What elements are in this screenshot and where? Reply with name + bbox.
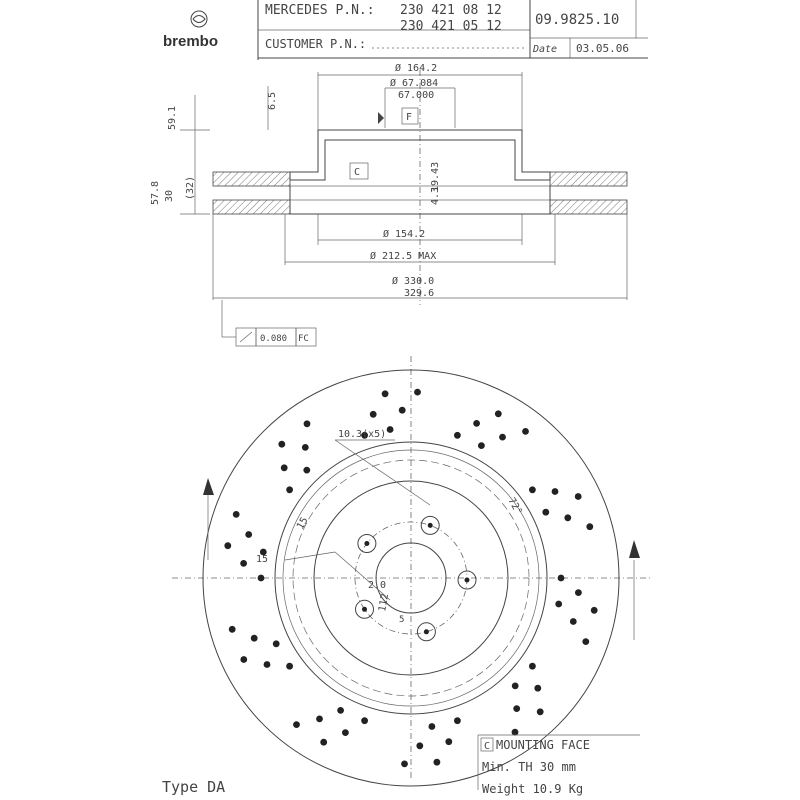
drill-hole [273, 640, 280, 647]
drill-hole [478, 442, 485, 449]
dim-r15: 15 [256, 554, 269, 565]
drill-hole [229, 626, 236, 633]
drill-hole [529, 663, 536, 670]
drill-hole [558, 575, 565, 582]
drill-hole [564, 514, 571, 521]
drill-hole [555, 601, 562, 608]
drill-hole [382, 390, 389, 397]
drill-hole [303, 467, 310, 474]
drill-hole [240, 656, 247, 663]
drill-hole [281, 464, 288, 471]
bolt-hole-center [465, 578, 470, 583]
dim-hat-height-b: 57.8 [150, 180, 161, 205]
dim-thk32: (32) [185, 175, 196, 200]
dim-d2: 2.0 [368, 580, 387, 591]
drill-hole [537, 708, 544, 715]
title-block [163, 0, 648, 60]
dim-d154: Ø 154.2 [383, 229, 426, 240]
tolerance-ref: FC [298, 334, 309, 344]
drill-hole [434, 759, 441, 766]
dim-d330b: 329.6 [404, 288, 435, 299]
drill-hole [445, 738, 452, 745]
drill-hole [454, 432, 461, 439]
drill-hole [416, 742, 423, 749]
mounting-symbol: C [484, 741, 491, 752]
drill-hole [591, 607, 598, 614]
drill-hole [512, 683, 519, 690]
bolt-holes [356, 516, 477, 640]
datum-c: C [354, 167, 361, 178]
oem-number-2: 230 421 05 12 [400, 19, 502, 34]
drill-hole [258, 575, 265, 582]
drill-hole [320, 739, 327, 746]
drill-hole [575, 589, 582, 596]
front-view [172, 356, 650, 786]
oem-label: MERCEDES P.N.: [265, 3, 375, 18]
drill-hole [513, 705, 520, 712]
datum-f: F [406, 112, 413, 123]
drill-hole [495, 410, 502, 417]
right-lower-ring [550, 200, 627, 214]
drill-hole [233, 511, 240, 518]
drill-hole [586, 523, 593, 530]
dim-h19: 19.43 [430, 161, 441, 192]
drill-hole [240, 560, 247, 567]
rotation-arrow-icon [203, 478, 214, 495]
dim-small: 5 [399, 615, 405, 625]
drill-hole [575, 493, 582, 500]
drill-hole [473, 420, 480, 427]
dim-d330a: Ø 330.0 [392, 276, 435, 287]
drill-hole [264, 661, 271, 668]
drill-hole [499, 434, 506, 441]
drill-hole [429, 723, 436, 730]
rotation-arrow-right-icon [629, 540, 640, 558]
drill-hole [414, 389, 421, 396]
left-lower-ring [213, 200, 290, 214]
dim-h43: 4.3 [430, 186, 441, 205]
bolt-hole-center [364, 541, 369, 546]
drill-hole [401, 761, 408, 768]
dim-d164: Ø 164.2 [395, 63, 438, 74]
drill-hole [542, 509, 549, 516]
dim-bolt: 10.3(x5) [338, 429, 387, 440]
drill-hole [534, 685, 541, 692]
drill-hole [387, 426, 394, 433]
section-view [150, 62, 627, 346]
part-number: 09.9825.10 [535, 12, 620, 28]
bolt-hole-center [424, 629, 429, 634]
drill-hole [302, 444, 309, 451]
drill-hole [399, 407, 406, 414]
oem-number-1: 230 421 08 12 [400, 3, 502, 18]
brand-name: brembo [163, 33, 219, 50]
drill-hole [245, 531, 252, 538]
date-label: Date [533, 44, 558, 55]
drill-hole [582, 638, 589, 645]
mounting-face-note: MOUNTING FACE [496, 738, 590, 752]
dim-thk30: 30 [164, 189, 175, 202]
weight-note: Weight 10.9 Kg [482, 782, 584, 796]
drill-hole [293, 721, 300, 728]
bolt-hole-center [362, 607, 367, 612]
dim-d67b: 67.000 [398, 90, 435, 101]
dim-d212: Ø 212.5 MAX [370, 251, 437, 262]
date-value: 03.05.06 [576, 42, 629, 55]
dim-hat-height: 59.1 [167, 105, 178, 130]
drill-hole [224, 542, 231, 549]
dim-slot: 15 [295, 515, 311, 532]
drill-hole [552, 488, 559, 495]
drill-hole [304, 420, 311, 427]
drill-hole [286, 486, 293, 493]
drill-hole [316, 716, 323, 723]
dim-pcd: 112 [377, 592, 392, 613]
dim-d67a: Ø 67.084 [390, 78, 439, 89]
notes-box [162, 735, 640, 796]
drill-hole [342, 729, 349, 736]
drill-hole [251, 635, 258, 642]
customer-label: CUSTOMER P.N.: [265, 37, 367, 51]
type-label: Type DA [162, 778, 226, 796]
right-upper-ring [550, 172, 627, 186]
brembo-logo-mark [193, 16, 205, 23]
bolt-hole-center [428, 523, 433, 528]
drill-hole [570, 618, 577, 625]
drill-hole [337, 707, 344, 714]
drill-hole [454, 717, 461, 724]
drill-hole [278, 441, 285, 448]
left-upper-ring [213, 172, 290, 186]
drill-hole [361, 717, 368, 724]
drill-hole [529, 486, 536, 493]
drill-hole [286, 663, 293, 670]
dim-t60: 6.5 [267, 91, 278, 110]
drill-hole [512, 729, 519, 736]
drill-hole [522, 428, 529, 435]
tolerance-value: 0.080 [260, 334, 288, 344]
dim-a72: 72° [505, 496, 524, 518]
min-th-note: Min. TH 30 mm [482, 760, 576, 774]
drill-hole [370, 411, 377, 418]
